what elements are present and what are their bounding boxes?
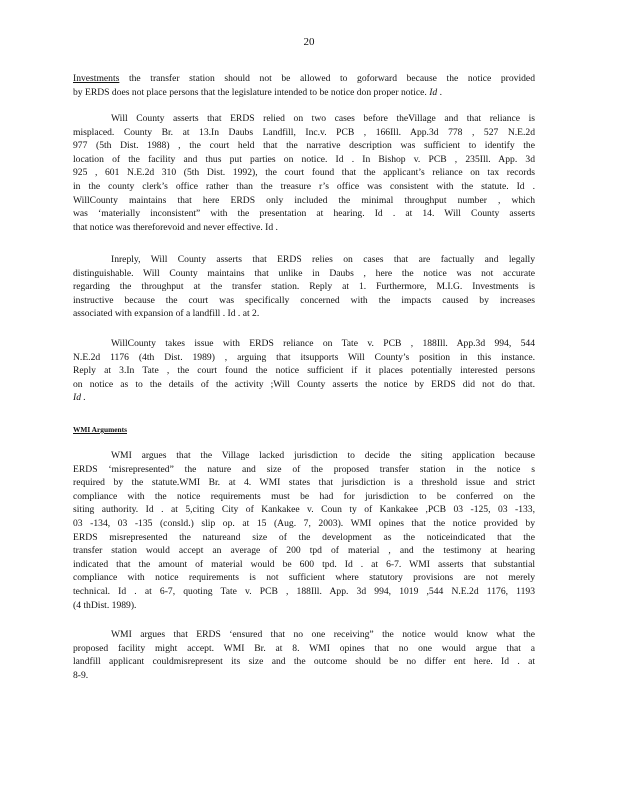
text-line: Investments the transfer station should not be allowed to goforward because the notice provided: [73, 73, 535, 84]
text-line: in the county clerk’s office rather than the treasure r’s office was consistent with the statute. Id .: [73, 180, 535, 192]
text-line: landfill applicant couldmisrepresent its size and the outcome should be no differ ent here. Id . at: [73, 656, 535, 668]
text-line: misplaced. County Br. at 13.In Daubs Landfill, Inc.v. PCB , 166Ill. App.3d 778 , 527 N.E.2d: [73, 126, 535, 138]
section-heading: WMI Arguments: [73, 425, 127, 434]
text-line: proposed facility might accept. WMI Br. at 8. WMI opines that no one would argue that a: [73, 642, 535, 654]
paragraph-continuation: [73, 72, 535, 99]
text-line: WillCounty maintains that here ERDS only included the minimal throughput number , which: [73, 194, 535, 206]
text-line: WillCounty takes issue with ERDS reliance on Tate v. PCB , 188Ill. App.3d 994, 544: [111, 338, 535, 349]
text-line: compliance with notice requirements is not sufficient where statutory provisions are not merely: [73, 572, 535, 584]
page-number: 20: [303, 36, 315, 48]
text-line: 977 (5th Dist. 1988) , the court held that the narrative description was sufficient to identify the: [73, 140, 535, 152]
text-line: 03 -134, 03 -135 (consld.) slip op. at 15 (Aug. 7, 2003). WMI opines that the notice provided by: [73, 517, 535, 529]
text-line: WMI argues that ERDS ‘ensured that no one receiving” the notice would know what the: [111, 629, 535, 640]
text-line: instructive because the court was specifically concerned with the impacts caused by increases: [73, 294, 535, 306]
paragraph-wmi-argues-ensured: [73, 628, 535, 682]
text-line: on notice as to the details of the activity ;Will County asserts the notice by ERDS did not do that.: [73, 378, 535, 390]
text-line: Id .: [73, 392, 86, 404]
text-line: was ‘materially inconsistent” with the presentation at hearing. Id . at 14. Will County asserts: [73, 208, 535, 220]
paragraph-in-reply: [73, 253, 535, 321]
text-line: ERDS ‘misrepresented” the nature and size of the proposed transfer station in the notice s: [73, 463, 535, 475]
text-line: ERDS misrepresented the natureand size of the development as the noticeindicated that the: [73, 531, 535, 543]
text-line: N.E.2d 1176 (4th Dist. 1989) , arguing that itsupports Will County’s position in this instance.: [73, 351, 535, 363]
paragraph-will-county-asserts: [73, 112, 535, 234]
text-line: location of the facility and thus put parties on notice. Id . In Bishop v. PCB , 235Ill. App. 3d: [73, 153, 535, 165]
paragraph-wmi-argues-jurisdiction: [73, 449, 535, 612]
text-line: 8-9.: [73, 669, 89, 681]
text-line: required by the statute.WMI Br. at 4. WMI states that jurisdiction is a threshold issue and strict: [73, 477, 535, 489]
text-line: transfer station would accept an average of 200 tpd of material , and the testimony at hearing: [73, 545, 535, 557]
text-line: by ERDS does not place persons that the legislature intended to be notice don proper notice. Id .: [73, 86, 443, 98]
text-line: (4 thDist. 1989).: [73, 599, 137, 611]
text-line: Will County asserts that ERDS relied on two cases before theVillage and that reliance is: [111, 113, 535, 124]
paragraph-tate-reliance: [73, 337, 535, 405]
text-line: technical. Id . at 6-7, quoting Tate v. PCB , 188Ill. App. 3d 994, 1019 ,544 N.E.2d 1176, 1193: [73, 585, 535, 597]
text-line: regarding the throughput at the transfer station. Reply at 1. Furthermore, M.I.G. Investments is: [73, 281, 535, 293]
text-line: siting authority. Id . at 5,citing City of Kankakee v. Coun ty of Kankakee ,PCB 03 -125, 03 -133,: [73, 504, 535, 516]
text-line: that notice was thereforevoid and never effective. Id .: [73, 221, 278, 233]
text-line: compliance with the notice requirements must be had for jurisdiction to be conferred on the: [73, 490, 535, 502]
text-line: associated with expansion of a landfill . Id . at 2.: [73, 308, 260, 320]
text-line: 925 , 601 N.E.2d 310 (5th Dist. 1992), the court found that the applicant’s reliance on tax records: [73, 167, 535, 179]
text-line: Inreply, Will County asserts that ERDS relies on cases that are factually and legally: [111, 254, 535, 265]
text-line: WMI argues that the Village lacked jurisdiction to decide the siting application because: [111, 450, 535, 461]
text-line: Reply at 3.In Tate , the court found the notice sufficient if it places potentially interested persons: [73, 365, 535, 377]
text-line: indicated that the amount of material would be 600 tpd. Id . at 6-7. WMI asserts that substantial: [73, 558, 535, 570]
text-line: distinguishable. Will County maintains that unlike in Daubs , here the notice was not accurate: [73, 267, 535, 279]
